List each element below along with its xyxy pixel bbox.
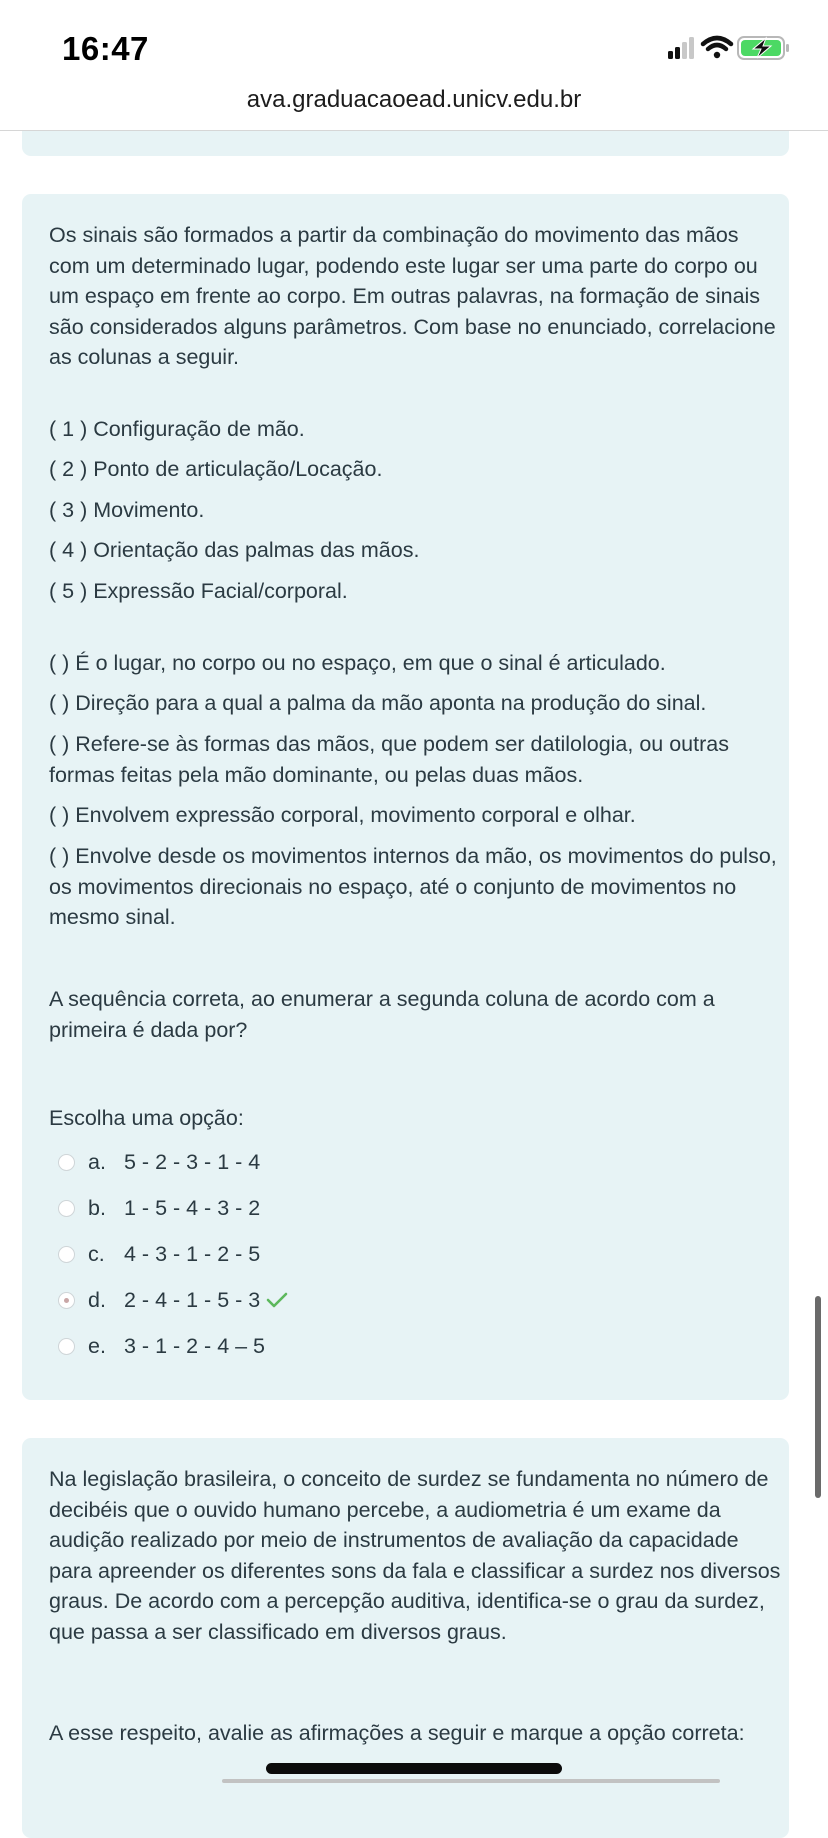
home-indicator[interactable] xyxy=(266,1763,562,1774)
option-b[interactable] xyxy=(58,1192,260,1224)
question-2-prompt: A esse respeito, avalie as afirmações a seguir e marque a opção correta: xyxy=(49,1721,745,1745)
column2-item-4: ( ) Envolvem expressão corporal, movimento corporal e olhar. xyxy=(49,803,636,827)
option-a[interactable] xyxy=(58,1146,260,1178)
option-text: 5 - 2 - 3 - 1 - 4 xyxy=(124,1149,261,1174)
question-1-intro: Os sinais são formados a partir da combinação do movimento das mãos com um determinado lugar, podendo este lugar ser uma parte do corpo ou um espaço em frente ao corpo. Em outras palavras, na formação de sinais são considerados alguns parâmetros. Com base no enunciado, correlacione as colunas a seguir. xyxy=(49,223,776,369)
question-card-2 xyxy=(22,1438,789,1838)
question-card-1 xyxy=(22,194,789,1400)
page-scrollbar[interactable] xyxy=(815,1296,821,1498)
column2-item-2: ( ) Direção para a qual a palma da mão aponta na produção do sinal. xyxy=(49,691,707,715)
option-e[interactable] xyxy=(58,1330,265,1362)
column2-item-5: ( ) Envolve desde os movimentos internos da mão, os movimentos do pulso, os movimentos direcionais no espaço, até o conjunto de movimentos no mesmo sinal. xyxy=(49,844,777,929)
status-icons xyxy=(644,34,794,64)
radio-e[interactable] xyxy=(58,1338,75,1355)
radio-c[interactable] xyxy=(58,1246,75,1263)
column1-item-2: ( 2 ) Ponto de articulação/Locação. xyxy=(49,457,383,481)
option-letter: e. xyxy=(88,1333,106,1358)
previous-question-card xyxy=(22,131,789,156)
option-letter: b. xyxy=(88,1195,106,1220)
radio-b[interactable] xyxy=(58,1200,75,1217)
column1-item-4: ( 4 ) Orientação das palmas das mãos. xyxy=(49,538,420,562)
column2-item-3: ( ) Refere-se às formas das mãos, que podem ser datilologia, ou outras formas feitas pela mão dominante, ou pelas duas mãos. xyxy=(49,732,729,787)
option-c[interactable] xyxy=(58,1238,260,1270)
option-text: 3 - 1 - 2 - 4 – 5 xyxy=(124,1333,266,1358)
question-1-prompt: A sequência correta, ao enumerar a segunda coluna de acordo com a primeira é dada por? xyxy=(49,987,715,1042)
option-letter: a. xyxy=(88,1149,106,1174)
signal-icon xyxy=(668,37,694,59)
option-letter: d. xyxy=(88,1287,106,1312)
radio-a[interactable] xyxy=(58,1154,75,1171)
url-bar[interactable] xyxy=(0,80,828,131)
column1-item-3: ( 3 ) Movimento. xyxy=(49,498,205,522)
option-d[interactable] xyxy=(58,1284,288,1316)
option-text: 1 - 5 - 4 - 3 - 2 xyxy=(124,1195,261,1220)
wifi-icon xyxy=(703,38,731,58)
radio-d-selected[interactable] xyxy=(58,1292,75,1309)
correct-check-icon xyxy=(266,1291,288,1309)
toolbar-edge xyxy=(222,1779,720,1783)
column1-item-1: ( 1 ) Configuração de mão. xyxy=(49,417,305,441)
option-text: 4 - 3 - 1 - 2 - 5 xyxy=(124,1241,261,1266)
option-letter: c. xyxy=(88,1241,105,1266)
column1-item-5: ( 5 ) Expressão Facial/corporal. xyxy=(49,579,348,603)
choose-option-label: Escolha uma opção: xyxy=(49,1106,244,1130)
url-text: ava.graduacaoead.unicv.edu.br xyxy=(246,86,582,113)
status-bar xyxy=(0,0,828,90)
status-time: 16:47 xyxy=(62,30,149,67)
question-2-intro: Na legislação brasileira, o conceito de surdez se fundamenta no número de decibéis que o ouvido humano percebe, a audiometria é um exame da audição realizado por meio de instrumentos de avaliação da capacidade para apreender os diferentes sons da fala e classificar a surdez nos diversos graus. De acordo com a percepção auditiva, identifica-se o grau da surdez, que passa a ser classificado em diversos graus. xyxy=(49,1467,781,1644)
column2-item-1: ( ) É o lugar, no corpo ou no espaço, em que o sinal é articulado. xyxy=(49,651,666,675)
option-text: 2 - 4 - 1 - 5 - 3 xyxy=(124,1287,261,1312)
battery-charging-icon xyxy=(738,37,789,59)
